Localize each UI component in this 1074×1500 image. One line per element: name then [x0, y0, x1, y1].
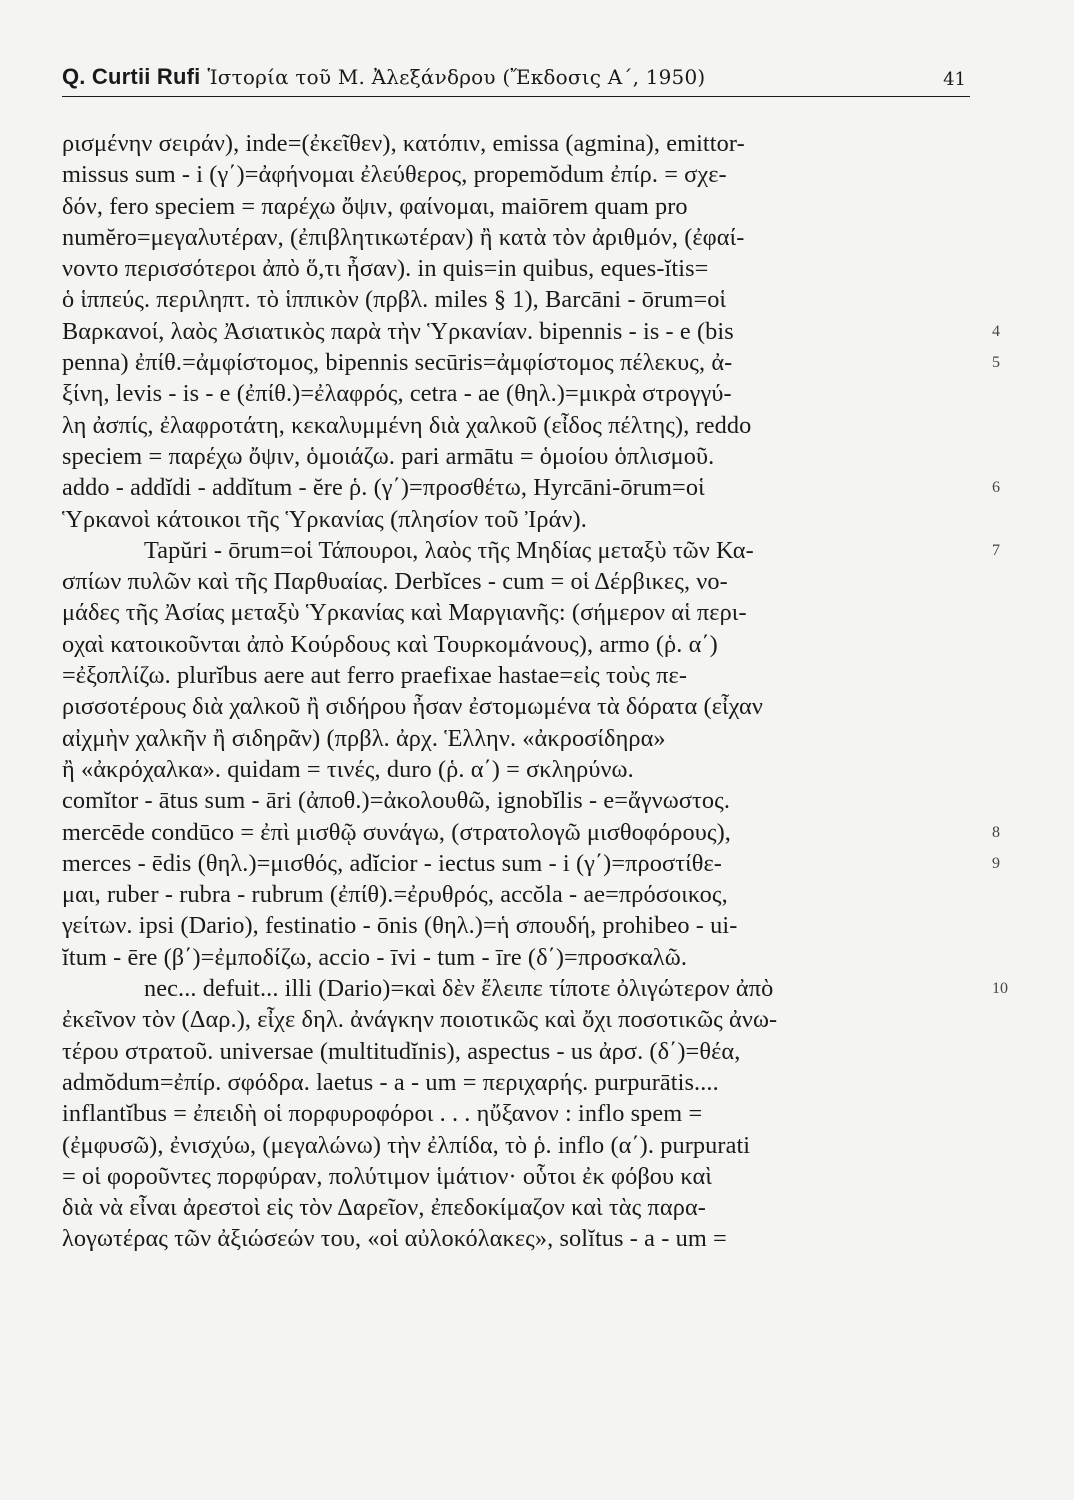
text-line: ἢ «ἀκρόχαλκα». quidam = τινές, duro (ῥ. α΄) = σκληρύνω.: [62, 755, 634, 783]
running-header: [62, 60, 970, 97]
text-line: numĕro=μεγαλυτέραν, (ἐπιβλητικωτέραν) ἢ κατὰ τὸν ἀριθμόν, (ἐφαί-: [62, 223, 745, 251]
text-line: ἐκεῖνον τὸν (Δαρ.), εἶχε δηλ. ἀνάγκην ποιοτικῶς καὶ ὄχι ποσοτικῶς ἀνω-: [62, 1006, 778, 1034]
text-line: merces - ēdis (θηλ.)=μισθός, adĭcior - iectus sum - i (γ΄)=προστίθε-: [62, 849, 722, 877]
text-line: Βαρκανοί, λαὸς Ἀσιατικὸς παρὰ τὴν Ὑρκανίαν. bipennis - is - e (bis: [62, 317, 734, 345]
section-number: 6: [992, 479, 1000, 497]
text-line: (ἐμφυσῶ), ἐνισχύω, (μεγαλώνω) τὴν ἐλπίδα, τὸ ῥ. inflo (α΄). purpurati: [62, 1131, 751, 1159]
text-line: = οἱ φοροῦντες πορφύραν, πολύτιμον ἱμάτιον· οὗτοι ἐκ φόβου καὶ: [62, 1162, 712, 1190]
header-title-latin: Q. Curtii Rufi: [62, 64, 201, 89]
text-line: =ἐξοπλίζω. plurĭbus aere aut ferro praefixae hastae=εἰς τοὺς πε-: [62, 662, 688, 690]
text-line: ĭtum - ēre (β΄)=ἐμποδίζω, accio - īvi - tum - īre (δ΄)=προσκαλῶ.: [62, 943, 687, 971]
text-line: speciem = παρέχω ὄψιν, ὁμοιάζω. pari armātu = ὁμοίου ὁπλισμοῦ.: [62, 442, 715, 470]
section-number: 8: [992, 823, 1000, 841]
commentary-text: [62, 128, 974, 1255]
section-number: 10: [992, 980, 1008, 998]
text-line: addo - addĭdi - addĭtum - ĕre ῥ. (γ΄)=προσθέτω, Hyrcāni-ōrum=οἱ: [62, 474, 705, 502]
page-number: 41: [943, 69, 966, 90]
text-line: penna) ἐπίθ.=ἀμφίστομος, bipennis secūris=ἀμφίστομος πέλεκυς, ἀ-: [62, 349, 733, 377]
text-line: διὰ νὰ εἶναι ἀρεστοὶ εἰς τὸν Δαρεῖον, ἐπεδοκίμαζον καὶ τὰς παρα-: [62, 1194, 706, 1222]
text-line: ρισμένην σειράν), inde=(ἐκεῖθεν), κατόπιν, emissa (agmina), emittor-: [62, 130, 745, 157]
text-line: admŏdum=ἐπίρ. σφόδρα. laetus - a - um = περιχαρής. purpurātis....: [62, 1068, 719, 1096]
text-line: ξίνη, levis - is - e (ἐπίθ.)=ἐλαφρός, cetra - ae (θηλ.)=μικρὰ στρογγύ-: [62, 380, 732, 408]
text-line: οχαὶ κατοικοῦνται ἀπὸ Κούρδους καὶ Τουρκομάνους), armo (ῥ. α΄): [62, 630, 718, 658]
text-line: Tapŭri - ōrum=οἱ Τάπουροι, λαὸς τῆς Μηδίας μεταξὺ τῶν Κα-: [144, 536, 754, 564]
section-number: 9: [992, 854, 1000, 872]
text-line: νοντο περισσότεροι ἀπὸ ὅ,τι ἦσαν). in quis=in quibus, eques-ĭtis=: [62, 255, 709, 283]
section-number: 4: [992, 322, 1000, 340]
text-line: δόν, fero speciem = παρέχω ὄψιν, φαίνομαι, maiōrem quam pro: [62, 192, 688, 220]
text-line: ρισσοτέρους διὰ χαλκοῦ ἢ σιδήρου ἦσαν ἐστομωμένα τὰ δόρατα (εἶχαν: [62, 693, 763, 721]
text-line: σπίων πυλῶν καὶ τῆς Παρθυαίας. Derbĭces - cum = οἱ Δέρβικες, νο-: [62, 568, 728, 596]
text-line: τέρου στρατοῦ. universae (multitudĭnis), aspectus - us ἀρσ. (δ΄)=θέα,: [62, 1037, 741, 1065]
text-line: αἰχμὴν χαλκῆν ἢ σιδηρᾶν) (πρβλ. ἀρχ. Ἑλλην. «ἀκροσίδηρα»: [62, 724, 666, 752]
text-line: μαι, ruber - rubra - rubrum (ἐπίθ).=ἐρυθρός, accŏla - ae=πρόσοικος,: [62, 881, 728, 909]
text-line: missus sum - i (γ΄)=ἀφήνομαι ἐλεύθερος, propemŏdum ἐπίρ. = σχε-: [62, 161, 727, 189]
text-line: μάδες τῆς Ἀσίας μεταξὺ Ὑρκανίας καὶ Μαργιανῆς: (σήμερον αἱ περι-: [62, 599, 747, 627]
header-title: [62, 64, 705, 90]
text-line: mercēde condūco = ἐπὶ μισθῷ συνάγω, (στρατολογῶ μισθοφόρους),: [62, 818, 731, 846]
text-line: Ὑρκανοὶ κάτοικοι τῆς Ὑρκανίας (πλησίον τοῦ Ἰράν).: [62, 505, 587, 533]
text-line: ὁ ἱππεύς. περιληπτ. τὸ ἱππικὸν (πρβλ. miles § 1), Barcāni - ōrum=οἱ: [62, 286, 727, 314]
text-line: λη ἀσπίς, ἐλαφροτάτη, κεκαλυμμένη διὰ χαλκοῦ (εἶδος πέλτης), reddo: [62, 411, 752, 439]
text-line: comĭtor - ātus sum - āri (ἀποθ.)=ἀκολουθῶ, ignobĭlis - e=ἄγνωστος.: [62, 787, 731, 815]
text-line: nec... defuit... illi (Dario)=καὶ δὲν ἔλειπε τίποτε ὀλιγώτερον ἀπὸ: [144, 975, 774, 1003]
section-number: 7: [992, 541, 1000, 559]
text-line: λογωτέρας τῶν ἀξιώσεών του, «οἱ αὐλοκόλακες», solĭtus - a - um =: [62, 1225, 727, 1253]
text-line: γείτων. ipsi (Dario), festinatio - ōnis (θηλ.)=ἡ σπουδή, prohibeo - ui-: [62, 912, 738, 940]
text-line: inflantĭbus = ἐπειδὴ οἱ πορφυροφόροι . . . ηὔξανον : inflo spem =: [62, 1100, 703, 1128]
header-title-greek: Ἱστορία τοῦ Μ. Ἀλεξάνδρου (Ἔκδοσις Α΄, 1950): [207, 65, 706, 89]
section-number: 5: [992, 354, 1000, 372]
